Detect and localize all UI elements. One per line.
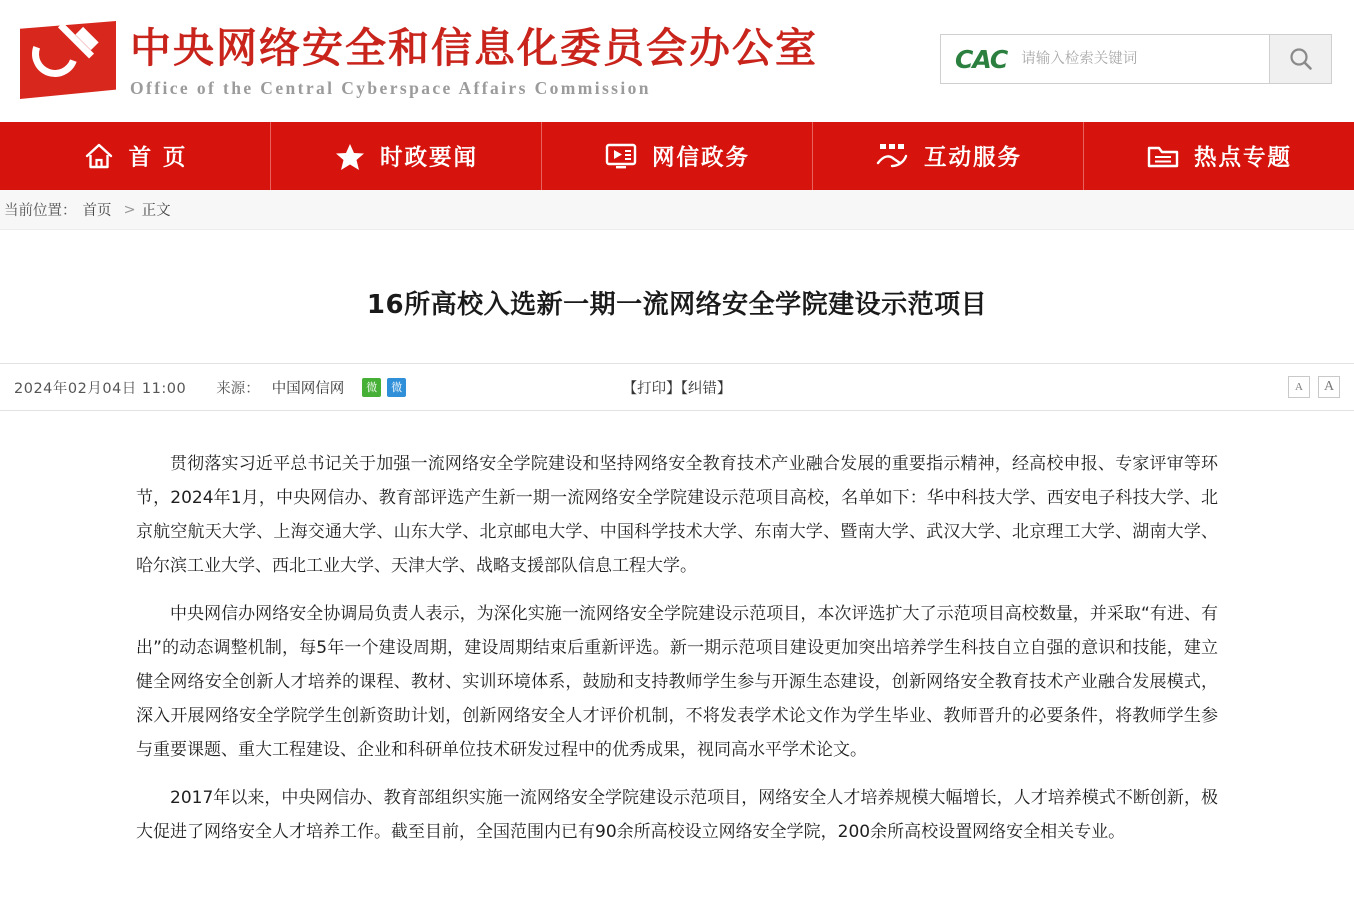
site-title-block <box>130 23 818 99</box>
article-meta-bar <box>0 363 1354 411</box>
share-icons <box>362 378 406 397</box>
search-input[interactable] <box>1019 35 1269 83</box>
nav-item-news[interactable] <box>271 122 542 190</box>
nav-item-home[interactable] <box>0 122 271 190</box>
weibo-share-icon[interactable]: 微 <box>387 378 406 397</box>
breadcrumb-item-home[interactable]: 首页 <box>82 203 112 219</box>
source-name: 中国网信网 <box>271 380 345 397</box>
article-body <box>0 411 1354 849</box>
nav-item-affairs[interactable] <box>542 122 813 190</box>
article-paragraph: 2017年以来，中央网信办、教育部组织实施一流网络安全学院建设示范项目，网络安全人才培养规模大幅增长，人才培养模式不断创新，极大促进了网络安全人才培养工作。截至目前，全国范围内已有90余所高校设立网络安全学院，200余所高校设置网络安全相关专业。 <box>136 788 1218 842</box>
search-area <box>940 34 1332 84</box>
print-and-correction-links[interactable]: 【打印】【纠错】 <box>622 380 732 397</box>
star-icon <box>334 141 366 171</box>
article-paragraph: 中央网信办网络安全协调局负责人表示，为深化实施一流网络安全学院建设示范项目，本次评选扩大了示范项目高校数量，并采取“有进、有出”的动态调整机制，每5年一个建设周期，建设周期结束后重新评选。新一期示范项目建设更加突出培养学生科技自立自强的意识和技能，建立健全网络安全创新人才培养的课程、教材、实训环境体系，鼓励和支持教师学生参与开源生态建设，创新网络安全教育技术产业融合发展模式，深入开展网络安全学院学生创新资助计划，创新网络安全人才评价机制，不将发表学术论文作为学生毕业、教师晋升的必要条件，将教师学生参与重要课题、重大工程建设、企业和科研单位技术研发过程中的优秀成果，视同高水平学术论文。 <box>136 604 1218 760</box>
ccp-emblem-icon <box>14 11 122 111</box>
font-increase-button[interactable]: A <box>1318 376 1340 398</box>
print-correct-actions <box>0 377 1354 398</box>
article-paragraph: 贯彻落实习近平总书记关于加强一流网络安全学院建设和坚持网络安全教育技术产业融合发展的重要指示精神，经高校申报、专家评审等环节，2024年1月，中央网信办、教育部评选产生新一期一流网络安全学院建设示范项目高校，名单如下：华中科技大学、西安电子科技大学、北京航空航天大学、上海交通大学、山东大学、北京邮电大学、中国科学技术大学、东南大学、暨南大学、武汉大学、北京理工大学、湖南大学、哈尔滨工业大学、西北工业大学、天津大学、战略支援部队信息工程大学。 <box>136 454 1218 576</box>
breadcrumb-prefix: 当前位置： <box>4 203 77 219</box>
folder-icon <box>1146 141 1180 171</box>
nav-label: 热点专题 <box>1193 145 1292 171</box>
nav-label: 互动服务 <box>923 145 1022 171</box>
home-icon <box>83 141 115 171</box>
handshake-icon <box>874 141 910 171</box>
monitor-icon <box>604 141 638 171</box>
page-title: 16所高校入选新一期一流网络安全学院建设示范项目 <box>366 290 988 320</box>
breadcrumb-item-current: 正文 <box>141 203 171 219</box>
nav-label: 网信政务 <box>651 145 750 171</box>
font-size-controls <box>1288 376 1340 398</box>
nav-label: 首 页 <box>128 145 188 171</box>
article <box>0 230 1354 849</box>
search-box <box>940 34 1270 84</box>
search-icon <box>1288 46 1314 72</box>
wechat-share-icon[interactable]: 微 <box>362 378 381 397</box>
nav-item-services[interactable] <box>813 122 1084 190</box>
source-label: 来源： <box>216 380 260 397</box>
breadcrumb <box>0 190 1354 230</box>
site-title-en: Office of the Central Cyberspace Affairs Commission <box>130 78 651 99</box>
search-button[interactable] <box>1270 34 1332 84</box>
cac-logo-icon: CAC <box>955 44 1008 74</box>
site-header <box>0 0 1354 122</box>
nav-item-topics[interactable] <box>1084 122 1354 190</box>
breadcrumb-separator: > <box>123 201 136 218</box>
site-title-cn: 中央网络安全和信息化委员会办公室 <box>130 23 818 72</box>
publish-date: 2024年02月04日 11:00 <box>14 380 187 397</box>
font-decrease-button[interactable]: A <box>1288 376 1310 398</box>
main-navigation <box>0 122 1354 190</box>
nav-label: 时政要闻 <box>379 145 478 171</box>
